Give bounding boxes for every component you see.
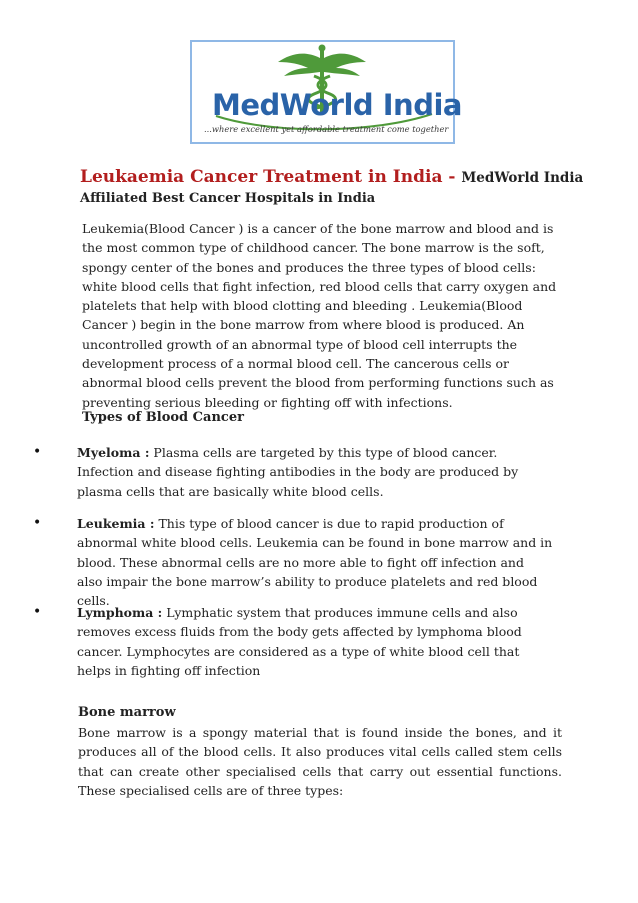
logo-tagline: ...where excellent yet affordable treatment come together (204, 124, 449, 134)
list-item-lymphoma (33, 603, 553, 680)
bone-marrow-paragraph: Bone marrow is a spongy material that is found inside the bones, and it produces all of the blood cells. It also produces vital cells called stem cells that can create other specialised cells that carry out essential functions. These specialised cells are of three types: (78, 725, 562, 798)
list-item-term: Lymphoma : (77, 605, 163, 620)
list-item-desc: This type of blood cancer is due to rapid production of abnormal white blood cells. Leukemia can be found in bone marrow and in blood. These abnormal cells are no more able to fight off infection and also impair the bone marrow’s ability to produce platelets and red blood cells. (77, 516, 553, 609)
list-item-myeloma (33, 443, 553, 501)
list-item-desc: Plasma cells are targeted by this type of blood cancer. Infection and disease fighting antibodies in the body are produced by plasma cells that are basically white blood cells. (77, 445, 519, 499)
page-subtitle: Affiliated Best Cancer Hospitals in India (80, 191, 376, 206)
list-item-text (77, 603, 553, 680)
medworld-logo (190, 40, 462, 144)
title-brand: MedWorld India (461, 170, 584, 186)
bone-marrow-heading: Bone marrow (78, 705, 176, 720)
list-item-text (77, 443, 553, 501)
bullet-icon: • (33, 604, 42, 620)
bullet-icon: • (33, 444, 42, 460)
list-item-desc: Lymphatic system that produces immune cells and also removes excess fluids from the body gets affected by lymphoma blood cancer. Lymphocytes are considered as a type of white blood cell that helps in fighting off infection (77, 605, 522, 678)
title-red: Leukaemia Cancer Treatment in India - (80, 167, 456, 187)
types-heading: Types of Blood Cancer (82, 410, 244, 425)
list-item-leukemia (33, 514, 553, 610)
logo-brand-text: MedWorld India (212, 88, 462, 122)
bullet-icon: • (33, 515, 42, 531)
list-item-text (77, 514, 553, 610)
intro-paragraph: Leukemia(Blood Cancer ) is a cancer of the bone marrow and blood and is the most common type of childhood cancer. The bone marrow is the soft, spongy center of the bones and produces the three types of blood cells: white blood cells that fight infection, red blood cells that carry oxygen and platelets that help with blood clotting and bleeding . Leukemia(Blood Cancer ) begin in the bone marrow from where blood is produced. An uncontrolled growth of an abnormal type of blood cell interrupts the development process of a normal blood cell. The cancerous cells or abnormal blood cells prevent the blood from performing functions such as preventing serious bleeding or fighting off with infections. (82, 221, 557, 410)
list-item-term: Leukemia : (77, 516, 155, 531)
list-item-term: Myeloma : (77, 445, 150, 460)
page-title (80, 167, 583, 187)
